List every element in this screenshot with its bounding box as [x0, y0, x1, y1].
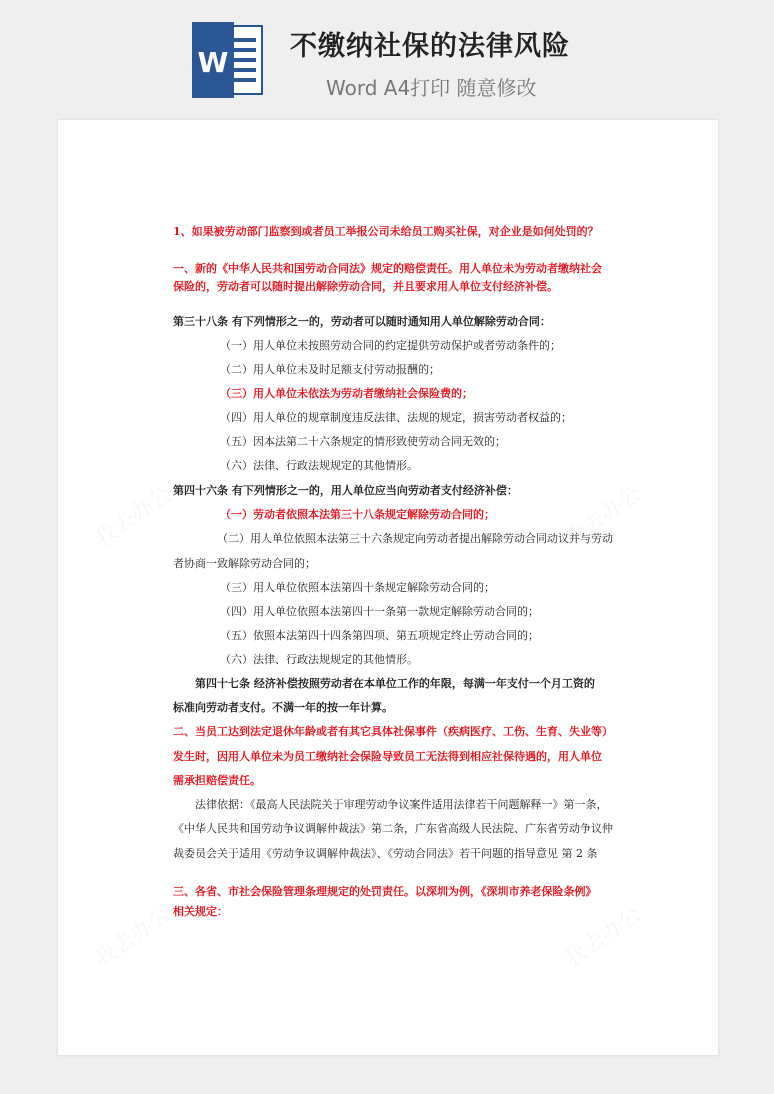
article-47-line-1: 第四十七条 经济补偿按照劳动者在本单位工作的年限，每满一年支付一个月工资的	[195, 677, 595, 690]
legal-basis-line-1: 法律依据：《最高人民法院关于审理劳动争议案件适用法律若干问题解释一》第一条，	[195, 798, 608, 811]
article-46-item-4: （四）用人单位依照本法第四十一条第一款规定解除劳动合同的；	[220, 605, 539, 618]
article-46-item-2-cont: 者协商一致解除劳动合同的；	[173, 557, 316, 570]
article-38-item-6: （六）法律、行政法规规定的其他情形。	[220, 459, 418, 472]
legal-basis-line-3: 裁委员会关于适用《劳动争议调解仲裁法》、《劳动合同法》若干问题的指导意见 第 2 条	[173, 847, 598, 860]
section-2-line-3: 需承担赔偿责任。	[173, 774, 261, 787]
legal-basis-line-2: 《中华人民共和国劳动争议调解仲裁法》第二条，广东省高级人民法院、广东省劳动争议仲	[173, 822, 613, 835]
page-title: 不缴纳社保的法律风险	[290, 31, 570, 62]
article-46-item-3: （三）用人单位依照本法第四十条规定解除劳动合同的；	[220, 581, 495, 594]
document-page	[58, 120, 718, 1055]
article-38-item-5: （五）因本法第二十六条规定的情形致使劳动合同无效的；	[220, 435, 506, 448]
article-38-item-4: （四）用人单位的规章制度违反法律、法规的规定，损害劳动者权益的；	[220, 411, 572, 424]
article-46-item-1: （一）劳动者依照本法第三十八条规定解除劳动合同的；	[220, 508, 495, 521]
section-1-line-2: 保险的，劳动者可以随时提出解除劳动合同，并且要求用人单位支付经济补偿。	[173, 280, 558, 293]
article-46-item-6: （六）法律、行政法规规定的其他情形。	[220, 653, 418, 666]
section-2-line-1: 二、当员工达到法定退休年龄或者有其它具体社保事件（疾病医疗、工伤、生育、失业等）	[173, 725, 613, 738]
section-1-line-1: 一、新的《中华人民共和国劳动合同法》规定的赔偿责任。用人单位未为劳动者缴纳社会	[173, 262, 602, 275]
word-icon	[192, 22, 264, 98]
watermark	[87, 898, 177, 974]
article-47-line-2: 标准向劳动者支付。不满一年的按一年计算。	[173, 701, 393, 714]
article-46-item-2: （二）用人单位依照本法第三十六条规定向劳动者提出解除劳动合同动议并与劳动	[217, 532, 613, 545]
page-subtitle: Word A4打印 随意修改	[326, 76, 537, 100]
article-38-heading: 第三十八条 有下列情形之一的，劳动者可以随时通知用人单位解除劳动合同：	[173, 315, 551, 328]
article-38-item-2: （二）用人单位未及时足额支付劳动报酬的；	[220, 363, 440, 376]
article-38-item-1: （一）用人单位未按照劳动合同的约定提供劳动保护或者劳动条件的；	[220, 339, 561, 352]
word-icon-letter: W	[197, 46, 229, 79]
section-2-line-2: 发生时，因用人单位未为员工缴纳社会保险导致员工无法得到相应社保待遇的，用人单位	[173, 750, 602, 763]
article-38-item-3: （三）用人单位未依法为劳动者缴纳社会保险费的；	[220, 387, 473, 400]
section-3-line-2: 相关规定：	[173, 905, 228, 918]
article-46-heading: 第四十六条 有下列情形之一的，用人单位应当向劳动者支付经济补偿：	[173, 484, 518, 497]
watermark	[87, 478, 177, 554]
header	[0, 0, 774, 110]
watermark	[557, 898, 647, 974]
question-heading: 1、如果被劳动部门监察到或者员工举报公司未给员工购买社保，对企业是如何处罚的？	[173, 225, 599, 238]
article-46-item-5: （五）依照本法第四十四条第四项、第五项规定终止劳动合同的；	[220, 629, 539, 642]
section-3-line-1: 三、各省、市社会保险管理条理规定的处罚责任。以深圳为例，《深圳市养老保险条例》	[173, 885, 597, 898]
